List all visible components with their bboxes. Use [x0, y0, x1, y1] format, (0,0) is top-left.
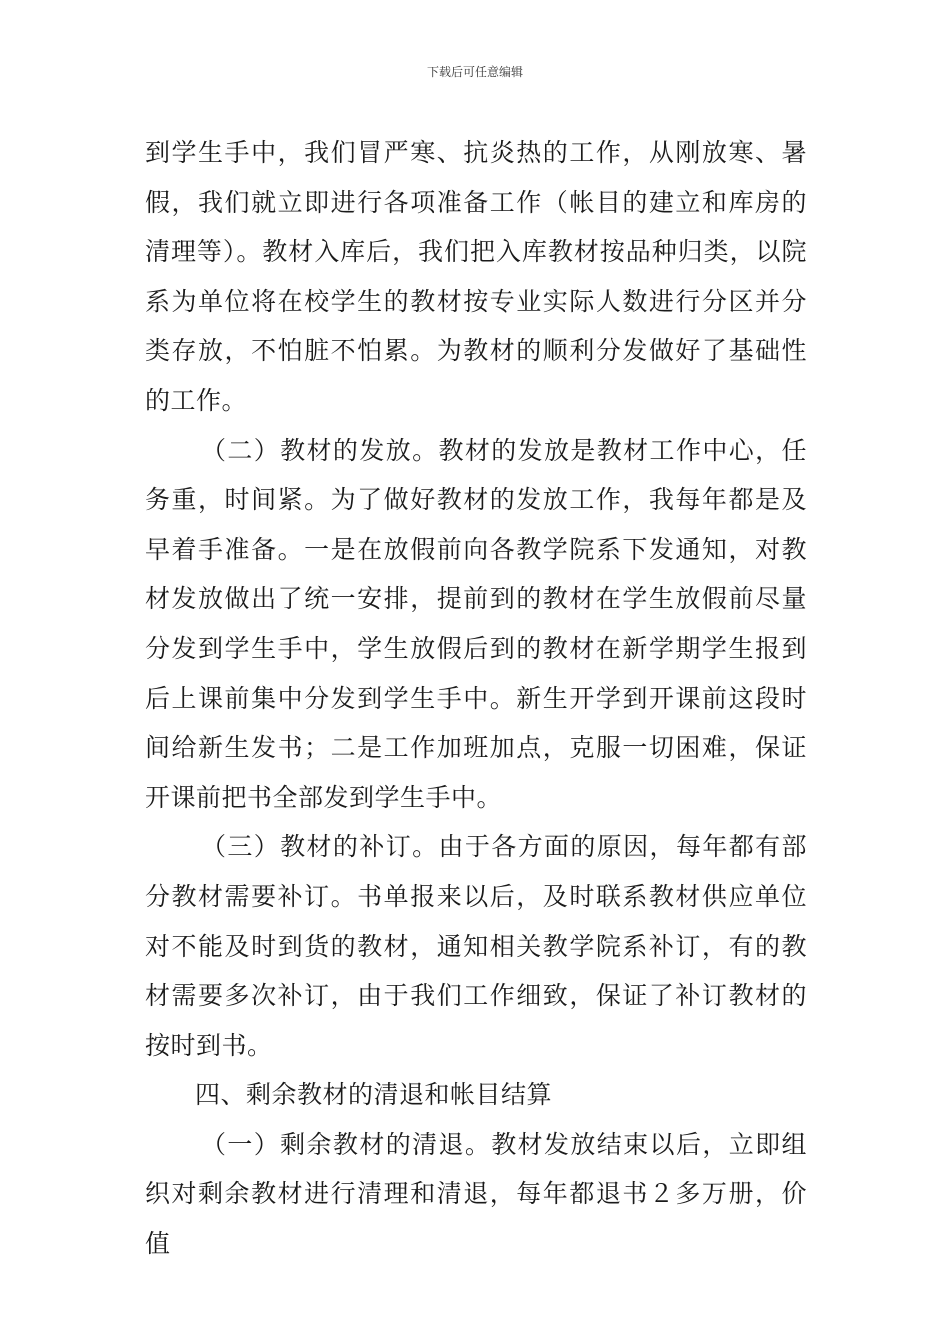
paragraph-supplementary-order: （三）教材的补订。由于各方面的原因，每年都有部分教材需要补订。书单报来以后，及时联系教材供应单位对不能及时到货的教材，通知相关教学院系补订，有的教材需要多次补订，由于我们工作细致，保证了补订教材的按时到书。	[145, 832, 807, 1060]
page-header-note: 下载后可任意编辑	[426, 65, 523, 79]
document-body	[145, 128, 807, 1269]
paragraph-distribution: （二）教材的发放。教材的发放是教材工作中心，任务重，时间紧。为了做好教材的发放工作，我每年都是及早着手准备。一是在放假前向各教学院系下发通知，对教材发放做出了统一安排，提前到的教材在学生放假前尽量分发到学生手中，学生放假后到的教材在新学期学生报到后上课前集中分发到学生手中。新生开学到开课前这段时间给新生发书；二是工作加班加点，克服一切困难，保证开课前把书全部发到学生手中。	[145, 435, 807, 812]
section-heading-returns: 四、剩余教材的清退和帐目结算	[195, 1080, 553, 1110]
paragraph-continuation: 到学生手中，我们冒严寒、抗炎热的工作，从刚放寒、暑假，我们就立即进行各项准备工作（帐目的建立和库房的清理等）。教材入库后，我们把入库教材按品种归类，以院系为单位将在校学生的教材按专业实际人数进行分区并分类存放，不怕脏不怕累。为教材的顺利分发做好了基础性的工作。	[145, 138, 807, 415]
paragraph-returns: （一）剩余教材的清退。教材发放结束以后，立即组织对剩余教材进行清理和清退，每年都退书２多万册，价值	[145, 1129, 807, 1259]
